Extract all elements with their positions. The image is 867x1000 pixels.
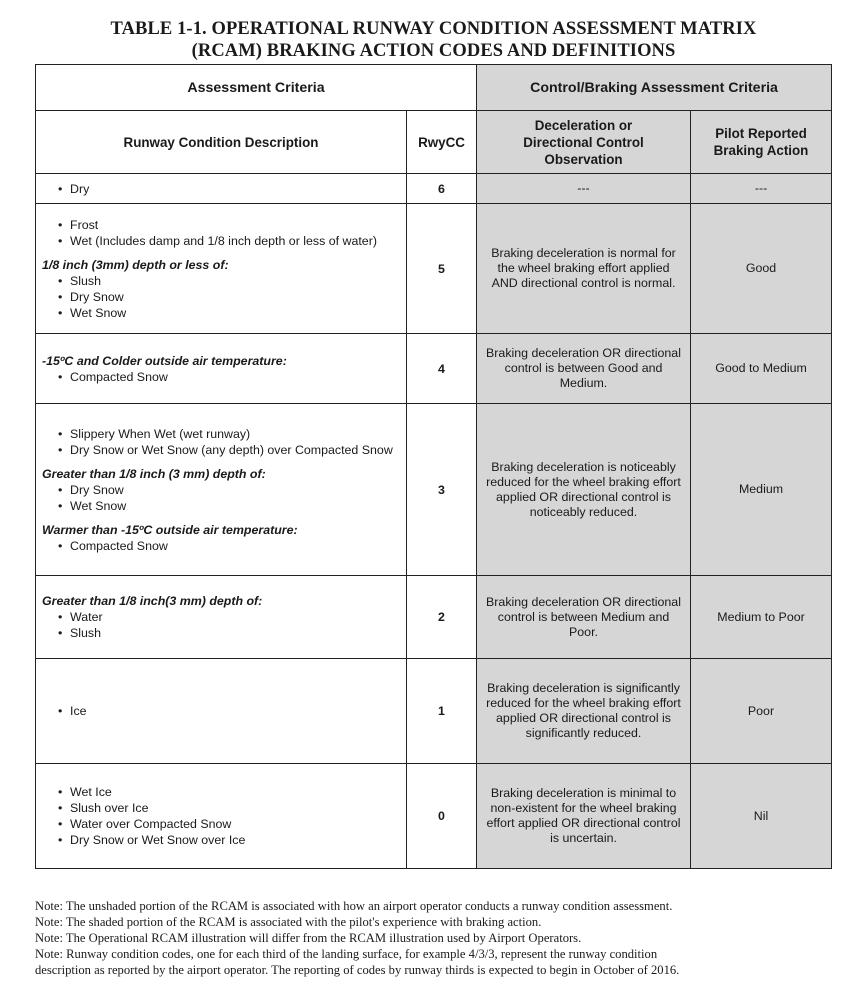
condition-item: • Frost <box>42 217 400 233</box>
runway-condition-cell <box>36 334 407 404</box>
pilot-braking-action-cell: Good <box>691 204 832 334</box>
runway-condition-cell <box>36 764 407 869</box>
deceleration-observation-cell: Braking deceleration OR directional control is between Good and Medium. <box>477 334 691 404</box>
condition-item: • Slippery When Wet (wet runway) <box>42 426 400 442</box>
runway-condition-description-header: Runway Condition Description <box>36 111 407 174</box>
condition-item: • Slush over Ice <box>42 800 400 816</box>
note-line: Note: Runway condition codes, one for each third of the landing surface, for example 4/3/3, represent the runway condition <box>35 947 658 961</box>
condition-heading: -15ºC and Colder outside air temperature: <box>42 353 287 368</box>
condition-block <box>42 426 400 458</box>
deceleration-observation-cell: Braking deceleration is minimal to non-existent for the wheel braking effort applied OR directional control is uncertain. <box>477 764 691 869</box>
condition-item: • Dry Snow or Wet Snow (any depth) over Compacted Snow <box>42 442 400 458</box>
condition-item: • Ice <box>42 703 400 719</box>
notes <box>35 898 835 978</box>
assessment-criteria-header: Assessment Criteria <box>36 65 477 111</box>
table-title-line-2: (RCAM) BRAKING ACTION CODES AND DEFINITIONS <box>191 41 676 61</box>
condition-heading: Greater than 1/8 inch(3 mm) depth of: <box>42 594 263 608</box>
condition-block <box>42 784 400 848</box>
rwycc-cell: 2 <box>407 576 477 659</box>
condition-block <box>42 466 400 514</box>
rwycc-cell: 1 <box>407 659 477 764</box>
deceleration-observation-cell: Braking deceleration is significantly reduced for the wheel braking effort applied OR directional control is significantly reduced. <box>477 659 691 764</box>
condition-item: • Wet Snow <box>42 498 400 514</box>
runway-condition-cell <box>36 576 407 659</box>
deceleration-observation-cell: Braking deceleration is normal for the wheel braking effort applied AND directional control is normal. <box>477 204 691 334</box>
runway-condition-cell <box>36 404 407 576</box>
condition-item: • Dry Snow <box>42 289 400 305</box>
condition-item: • Wet (Includes damp and 1/8 inch depth or less of water) <box>42 233 400 249</box>
rcam-row <box>36 334 832 404</box>
condition-item: • Wet Snow <box>42 305 400 321</box>
condition-block <box>42 522 400 554</box>
control-braking-criteria-header: Control/Braking Assessment Criteria <box>477 65 832 111</box>
rwycc-cell: 0 <box>407 764 477 869</box>
condition-item: • Slush <box>42 273 400 289</box>
note-line: Note: The unshaded portion of the RCAM is associated with how an airport operator conducts a runway condition assessment. <box>35 899 673 913</box>
table-title <box>0 18 867 62</box>
runway-condition-cell <box>36 659 407 764</box>
condition-item: • Water <box>42 609 400 625</box>
rcam-row <box>36 204 832 334</box>
header-row-sub <box>36 111 832 174</box>
rcam-row <box>36 174 832 204</box>
rwycc-cell: 3 <box>407 404 477 576</box>
condition-item: • Compacted Snow <box>42 538 400 554</box>
deceleration-observation-cell: --- <box>477 174 691 204</box>
note-line: Note: The shaded portion of the RCAM is associated with the pilot's experience with braking action. <box>35 915 542 929</box>
condition-item: • Dry Snow <box>42 482 400 498</box>
rwycc-cell: 5 <box>407 204 477 334</box>
condition-block <box>42 217 400 249</box>
pilot-braking-action-cell: Medium <box>691 404 832 576</box>
condition-item: • Dry Snow or Wet Snow over Ice <box>42 832 400 848</box>
pilot-braking-action-cell: Nil <box>691 764 832 869</box>
pilot-braking-action-cell: Poor <box>691 659 832 764</box>
pilot-braking-action-cell: Good to Medium <box>691 334 832 404</box>
condition-block <box>42 181 400 197</box>
condition-item: • Dry <box>42 181 400 197</box>
rcam-row <box>36 404 832 576</box>
table-title-line-1: TABLE 1-1. OPERATIONAL RUNWAY CONDITION ASSESSMENT MATRIX <box>110 19 757 39</box>
condition-block <box>42 257 400 321</box>
condition-item: • Slush <box>42 625 400 641</box>
condition-item: • Wet Ice <box>42 784 400 800</box>
rcam-row <box>36 764 832 869</box>
condition-item: • Water over Compacted Snow <box>42 816 400 832</box>
rcam-table <box>35 64 832 869</box>
deceleration-header: Deceleration or Directional Control Observation <box>477 111 691 174</box>
pilot-braking-action-cell: --- <box>691 174 832 204</box>
deceleration-observation-cell: Braking deceleration OR directional control is between Medium and Poor. <box>477 576 691 659</box>
condition-block <box>42 353 400 385</box>
condition-block <box>42 593 400 641</box>
rcam-row <box>36 576 832 659</box>
note-line: description as reported by the airport operator. The reporting of codes by runway thirds is expected to begin in October of 2016. <box>35 963 680 977</box>
rcam-row <box>36 659 832 764</box>
rwycc-header: RwyCC <box>407 111 477 174</box>
deceleration-observation-cell: Braking deceleration is noticeably reduced for the wheel braking effort applied OR directional control is noticeably reduced. <box>477 404 691 576</box>
rwycc-cell: 4 <box>407 334 477 404</box>
pilot-reported-header: Pilot Reported Braking Action <box>691 111 832 174</box>
condition-block <box>42 703 400 719</box>
condition-heading: Greater than 1/8 inch (3 mm) depth of: <box>42 466 266 481</box>
pilot-braking-action-cell: Medium to Poor <box>691 576 832 659</box>
header-row-main <box>36 65 832 111</box>
condition-heading: Warmer than -15ºC outside air temperature: <box>42 522 298 537</box>
condition-item: • Compacted Snow <box>42 369 400 385</box>
condition-heading: 1/8 inch (3mm) depth or less of: <box>42 257 229 272</box>
runway-condition-cell <box>36 174 407 204</box>
note-line: Note: The Operational RCAM illustration will differ from the RCAM illustration used by Airport Operators. <box>35 931 582 945</box>
rwycc-cell: 6 <box>407 174 477 204</box>
runway-condition-cell <box>36 204 407 334</box>
